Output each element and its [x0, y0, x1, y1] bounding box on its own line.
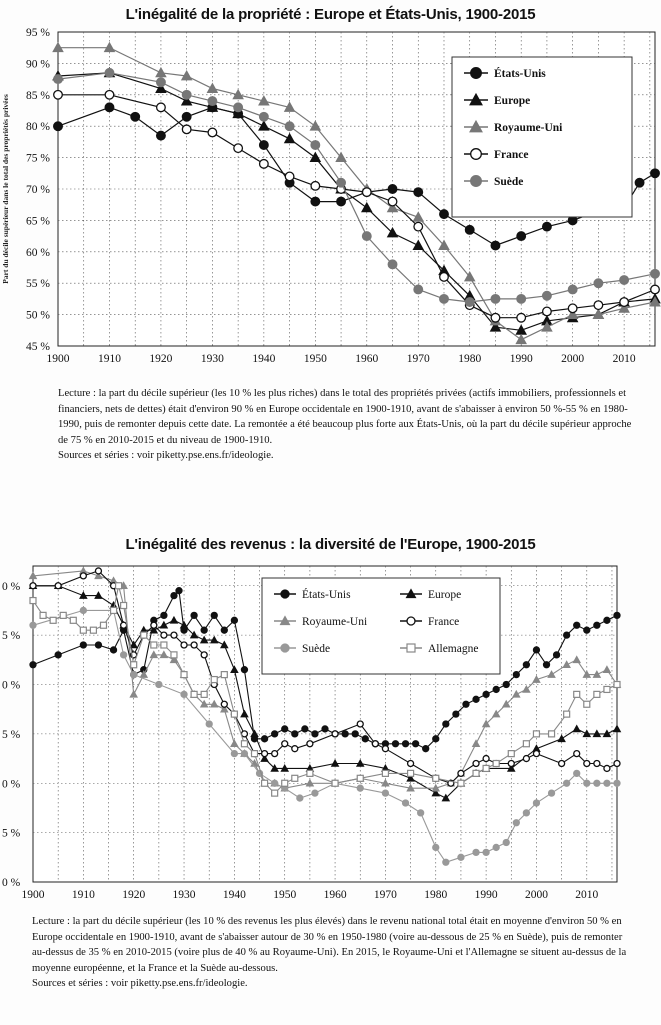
x-tick-label: 1900	[46, 353, 70, 365]
data-point-etats-unis	[403, 741, 409, 747]
data-point-france	[161, 632, 167, 638]
x-tick-label: 1940	[222, 889, 246, 901]
data-point-etats-unis	[574, 622, 580, 628]
data-point-etats-unis	[584, 627, 590, 633]
x-tick-label: 1940	[252, 353, 276, 365]
data-point-suede	[382, 790, 388, 796]
data-point-france	[157, 103, 166, 112]
data-point-etats-unis	[543, 222, 552, 231]
data-point-allemagne	[231, 711, 237, 717]
data-point-etats-unis	[614, 612, 620, 618]
data-point-suede	[594, 780, 600, 786]
legend-marker	[407, 644, 415, 652]
data-point-etats-unis	[564, 632, 570, 638]
x-tick-label: 1960	[323, 889, 347, 901]
data-point-allemagne	[60, 612, 66, 618]
data-point-etats-unis	[594, 622, 600, 628]
data-point-etats-unis	[176, 588, 182, 594]
legend-label: Europe	[494, 95, 531, 107]
data-point-allemagne	[181, 672, 187, 678]
data-point-etats-unis	[517, 232, 526, 241]
data-point-france	[30, 583, 36, 589]
data-point-etats-unis	[311, 197, 320, 206]
income-inequality-chart	[0, 556, 661, 926]
data-point-suede	[414, 285, 423, 294]
data-point-france	[292, 746, 298, 752]
data-point-france	[620, 298, 629, 307]
data-point-suede	[181, 691, 187, 697]
legend-marker	[281, 644, 289, 652]
data-point-france	[241, 731, 247, 737]
data-point-france	[262, 751, 268, 757]
data-point-etats-unis	[433, 736, 439, 742]
data-point-france	[311, 182, 320, 191]
data-point-etats-unis	[392, 741, 398, 747]
data-point-france	[54, 91, 63, 100]
x-tick-label: 1980	[424, 889, 448, 901]
data-point-etats-unis	[312, 731, 318, 737]
data-point-etats-unis	[337, 197, 346, 206]
data-point-france	[234, 144, 243, 153]
legend-item-etats-unis	[464, 66, 546, 80]
data-point-suede	[231, 751, 237, 757]
data-point-france	[80, 573, 86, 579]
data-point-france	[372, 741, 378, 747]
x-tick-label: 2010	[612, 353, 636, 365]
y-tick-label: 50 %	[26, 309, 50, 322]
legend-label: France	[428, 616, 460, 628]
data-point-suede	[433, 844, 439, 850]
data-point-etats-unis	[388, 185, 397, 194]
data-point-etats-unis	[493, 686, 499, 692]
y-tick-label: 60 %	[26, 246, 50, 259]
data-point-allemagne	[357, 775, 363, 781]
x-tick-label: 1900	[21, 889, 45, 901]
data-point-france	[282, 741, 288, 747]
data-point-etats-unis	[221, 627, 227, 633]
data-point-allemagne	[116, 583, 122, 589]
data-point-etats-unis	[423, 746, 429, 752]
data-point-allemagne	[241, 741, 247, 747]
data-point-etats-unis	[272, 731, 278, 737]
data-point-etats-unis	[414, 188, 423, 197]
data-point-suede	[620, 276, 629, 285]
data-point-france	[574, 751, 580, 757]
data-point-suede	[465, 298, 474, 307]
data-point-allemagne	[131, 662, 137, 668]
data-point-etats-unis	[413, 741, 419, 747]
data-point-france	[201, 652, 207, 658]
chart-2-title: L'inégalité des revenus : la diversité de l'Europe, 1900-2015	[125, 536, 536, 553]
data-point-france	[272, 751, 278, 757]
data-point-etats-unis	[131, 112, 140, 121]
x-tick-label: 1950	[303, 353, 327, 365]
data-point-etats-unis	[111, 647, 117, 653]
data-point-etats-unis	[544, 662, 550, 668]
legend-label: États-Unis	[302, 589, 351, 601]
y-tick-label: 75 %	[26, 152, 50, 165]
y-tick-label: 0 %	[2, 778, 21, 791]
data-point-france	[151, 622, 157, 628]
data-point-france	[55, 583, 61, 589]
data-point-allemagne	[614, 682, 620, 688]
legend-item-france	[464, 149, 528, 161]
data-point-etats-unis	[533, 647, 539, 653]
legend-box	[262, 578, 500, 674]
data-point-suede	[156, 682, 162, 688]
data-point-etats-unis	[322, 726, 328, 732]
data-point-france	[221, 701, 227, 707]
data-point-suede	[473, 849, 479, 855]
data-point-suede	[403, 800, 409, 806]
data-point-suede	[311, 141, 320, 150]
data-point-france	[285, 172, 294, 181]
data-point-suede	[121, 652, 127, 658]
data-point-allemagne	[161, 642, 167, 648]
data-point-etats-unis	[231, 617, 237, 623]
y-tick-label: 80 %	[26, 121, 50, 134]
data-point-etats-unis	[503, 682, 509, 688]
data-point-allemagne	[111, 607, 117, 613]
legend-marker	[407, 617, 415, 625]
y-tick-label: 0 %	[2, 877, 21, 889]
data-point-france	[362, 188, 371, 197]
x-tick-label: 2000	[561, 353, 585, 365]
data-point-suede	[568, 285, 577, 294]
legend-label: Suède	[494, 176, 524, 188]
data-point-etats-unis	[491, 241, 500, 250]
data-point-suede	[440, 295, 449, 304]
data-point-etats-unis	[30, 662, 36, 668]
legend-label: Royaume-Uni	[302, 616, 368, 628]
data-point-france	[559, 761, 565, 767]
data-point-allemagne	[80, 627, 86, 633]
data-point-etats-unis	[440, 210, 449, 219]
data-point-allemagne	[121, 603, 127, 609]
data-point-etats-unis	[182, 112, 191, 121]
legend-label: Allemagne	[428, 643, 479, 655]
data-point-france	[458, 770, 464, 776]
y-tick-label: 5 %	[2, 630, 21, 643]
y-tick-label: 5 %	[2, 728, 21, 741]
data-point-suede	[651, 269, 660, 278]
data-point-france	[614, 761, 620, 767]
data-point-suede	[443, 859, 449, 865]
x-tick-label: 1930	[172, 889, 196, 901]
data-point-france	[171, 632, 177, 638]
data-point-allemagne	[508, 751, 514, 757]
data-point-allemagne	[70, 617, 76, 623]
data-point-suede	[564, 780, 570, 786]
data-point-allemagne	[332, 780, 338, 786]
data-point-allemagne	[151, 642, 157, 648]
data-point-etats-unis	[54, 122, 63, 131]
x-tick-label: 1930	[200, 353, 224, 365]
data-point-etats-unis	[241, 667, 247, 673]
data-point-suede	[493, 844, 499, 850]
legend-box	[452, 57, 632, 217]
data-point-etats-unis	[635, 178, 644, 187]
chart-2-sources: Sources et séries : voir piketty.pse.ens.fr/ideologie.	[32, 978, 248, 989]
data-point-allemagne	[307, 770, 313, 776]
data-point-allemagne	[50, 617, 56, 623]
data-point-suede	[388, 260, 397, 269]
data-point-suede	[418, 810, 424, 816]
data-point-allemagne	[408, 770, 414, 776]
data-point-suede	[234, 103, 243, 112]
data-point-france	[584, 761, 590, 767]
property-inequality-chart	[0, 24, 661, 399]
data-point-etats-unis	[201, 627, 207, 633]
data-point-france	[440, 273, 449, 282]
data-point-suede	[272, 780, 278, 786]
x-tick-label: 1990	[509, 353, 533, 365]
data-point-allemagne	[30, 598, 36, 604]
data-point-etats-unis	[651, 169, 660, 178]
x-tick-label: 1910	[71, 889, 95, 901]
legend-label: France	[494, 149, 529, 161]
data-point-france	[181, 642, 187, 648]
data-point-suede	[241, 751, 247, 757]
data-point-allemagne	[191, 691, 197, 697]
data-point-etats-unis	[55, 652, 61, 658]
legend-label: Europe	[428, 589, 462, 601]
data-point-etats-unis	[161, 612, 167, 618]
data-point-etats-unis	[211, 612, 217, 618]
data-point-suede	[182, 91, 191, 100]
data-point-etats-unis	[262, 736, 268, 742]
x-tick-label: 1970	[373, 889, 397, 901]
data-point-allemagne	[382, 770, 388, 776]
data-point-suede	[285, 122, 294, 131]
data-point-france	[523, 756, 529, 762]
data-point-suede	[312, 790, 318, 796]
data-point-allemagne	[523, 741, 529, 747]
x-tick-label: 1990	[474, 889, 498, 901]
data-point-etats-unis	[362, 736, 368, 742]
legend-label: États-Unis	[494, 68, 546, 80]
data-point-france	[651, 285, 660, 294]
data-point-etats-unis	[157, 131, 166, 140]
data-point-france	[121, 622, 127, 628]
data-point-france	[508, 761, 514, 767]
data-point-allemagne	[483, 765, 489, 771]
data-point-suede	[549, 790, 555, 796]
x-tick-label: 2000	[524, 889, 548, 901]
data-point-france	[191, 642, 197, 648]
y-tick-label: 55 %	[26, 278, 50, 291]
data-point-france	[260, 160, 269, 169]
data-point-etats-unis	[292, 731, 298, 737]
data-point-suede	[105, 69, 114, 78]
x-tick-label: 1920	[122, 889, 146, 901]
legend-label: Suède	[302, 643, 331, 655]
data-point-france	[182, 125, 191, 134]
data-point-allemagne	[493, 761, 499, 767]
legend-marker	[471, 149, 482, 160]
data-point-etats-unis	[105, 103, 114, 112]
data-point-allemagne	[171, 652, 177, 658]
x-tick-label: 2010	[575, 889, 599, 901]
data-point-allemagne	[272, 790, 278, 796]
y-tick-label: 45 %	[26, 341, 50, 353]
data-point-france	[543, 307, 552, 316]
data-point-suede	[513, 820, 519, 826]
data-point-etats-unis	[80, 642, 86, 648]
data-point-suede	[157, 78, 166, 87]
data-point-suede	[297, 795, 303, 801]
data-point-france	[408, 761, 414, 767]
data-point-suede	[584, 780, 590, 786]
y-tick-label: 95 %	[26, 27, 50, 39]
data-point-allemagne	[221, 672, 227, 678]
data-point-etats-unis	[483, 691, 489, 697]
data-point-france	[357, 721, 363, 727]
data-point-france	[568, 304, 577, 313]
data-point-allemagne	[574, 691, 580, 697]
chart-2-reading-note: Lecture : la part du décile supérieur (les 10 % des revenus les plus élevés) dans le revenu national total était en moyenne d'environ 50 % en Europe occidentale en 1900-1910, avant de s'abaisser autour de 30 % en 1950-1980 (voire au-dessous de 25 % en Suède), puis de remonter au-dessus de 35 % en 2010-2015 (voire plus de 40 % au Royaume-Uni). En 2015, le Royaume-Uni et l'Allemagne se situent au-dessus de la moyenne européenne, et la France et la Suède au-dessous.	[32, 916, 627, 974]
data-point-france	[208, 128, 217, 137]
x-tick-label: 1950	[273, 889, 297, 901]
data-point-etats-unis	[282, 726, 288, 732]
data-point-etats-unis	[260, 141, 269, 150]
data-point-suede	[337, 178, 346, 187]
data-point-france	[594, 761, 600, 767]
data-point-suede	[523, 810, 529, 816]
data-point-suede	[458, 854, 464, 860]
data-point-france	[483, 756, 489, 762]
data-point-allemagne	[433, 775, 439, 781]
data-point-etats-unis	[463, 701, 469, 707]
x-tick-label: 1910	[97, 353, 121, 365]
y-tick-label: 5 %	[2, 827, 21, 840]
data-point-suede	[491, 295, 500, 304]
data-point-etats-unis	[523, 662, 529, 668]
x-tick-label: 1920	[149, 353, 173, 365]
data-point-france	[604, 765, 610, 771]
data-point-etats-unis	[342, 731, 348, 737]
data-point-etats-unis	[191, 612, 197, 618]
chart-1-sources: Sources et séries : voir piketty.pse.ens.fr/ideologie.	[58, 450, 274, 461]
data-point-suede	[533, 800, 539, 806]
data-point-allemagne	[604, 686, 610, 692]
data-point-suede	[574, 770, 580, 776]
data-point-etats-unis	[171, 593, 177, 599]
data-point-allemagne	[141, 632, 147, 638]
data-point-france	[95, 568, 101, 574]
x-tick-label: 1960	[355, 353, 379, 365]
data-point-france	[533, 751, 539, 757]
y-tick-label: 65 %	[26, 215, 50, 228]
data-point-allemagne	[40, 612, 46, 618]
data-point-suede	[208, 97, 217, 106]
data-point-suede	[614, 780, 620, 786]
data-point-suede	[362, 232, 371, 241]
data-point-allemagne	[458, 780, 464, 786]
data-point-allemagne	[594, 691, 600, 697]
data-point-france	[594, 301, 603, 310]
data-point-suede	[80, 607, 86, 613]
data-point-etats-unis	[604, 617, 610, 623]
data-point-etats-unis	[352, 731, 358, 737]
data-point-france	[105, 91, 114, 100]
x-tick-label: 1980	[458, 353, 482, 365]
data-point-suede	[206, 721, 212, 727]
y-axis-title: Part du décile supérieur dans le total des propriétés privées	[1, 94, 10, 284]
data-point-etats-unis	[443, 721, 449, 727]
data-point-allemagne	[252, 751, 258, 757]
data-point-allemagne	[473, 770, 479, 776]
data-point-suede	[54, 75, 63, 84]
data-point-allemagne	[90, 627, 96, 633]
data-point-suede	[594, 279, 603, 288]
y-tick-label: 0 %	[2, 679, 21, 692]
data-point-allemagne	[549, 731, 555, 737]
data-point-france	[414, 222, 423, 231]
data-point-suede	[260, 112, 269, 121]
data-point-etats-unis	[554, 652, 560, 658]
x-tick-label: 1970	[406, 353, 430, 365]
y-tick-label: 0 %	[2, 580, 21, 593]
data-point-etats-unis	[513, 672, 519, 678]
data-point-allemagne	[292, 775, 298, 781]
data-point-france	[382, 746, 388, 752]
data-point-france	[388, 197, 397, 206]
legend-marker	[281, 590, 289, 598]
data-point-etats-unis	[95, 642, 101, 648]
data-point-suede	[517, 295, 526, 304]
data-point-suede	[503, 840, 509, 846]
data-point-etats-unis	[465, 226, 474, 235]
data-point-france	[491, 313, 500, 322]
data-point-suede	[604, 780, 610, 786]
y-tick-label: 70 %	[26, 184, 50, 196]
data-point-france	[307, 741, 313, 747]
chart-1-caption	[58, 386, 638, 464]
y-tick-label: 85 %	[26, 89, 50, 102]
data-point-suede	[131, 672, 137, 678]
data-point-suede	[543, 291, 552, 300]
data-point-allemagne	[533, 731, 539, 737]
data-point-suede	[357, 785, 363, 791]
legend-marker	[471, 68, 482, 79]
legend-marker	[471, 176, 482, 187]
data-point-allemagne	[564, 711, 570, 717]
data-point-suede	[483, 849, 489, 855]
data-point-allemagne	[584, 701, 590, 707]
legend-label: Royaume-Uni	[494, 122, 563, 134]
data-point-etats-unis	[473, 696, 479, 702]
chart-1-title: L'inégalité de la propriété : Europe et États-Unis, 1900-2015	[125, 6, 536, 23]
data-point-france	[332, 731, 338, 737]
data-point-france	[473, 761, 479, 767]
y-tick-label: 90 %	[26, 58, 50, 71]
chart-2-caption	[32, 914, 632, 992]
data-point-suede	[30, 622, 36, 628]
data-point-allemagne	[211, 677, 217, 683]
data-point-allemagne	[201, 691, 207, 697]
data-point-france	[517, 313, 526, 322]
chart-1-reading-note: Lecture : la part du décile supérieur (les 10 % les plus riches) dans le total des propriétés privées (actifs immobiliers, professionnels et financiers, nets de dettes) était d'environ 90 % en Europe occidentale en 1900-1910, avant de s'abaisser à environ 50 %-55 % en 1980-1990, puis de remonter depuis cette date. La remontée a été beaucoup plus forte aux États-Unis, où la part du décile supérieur approche de 75 % en 2010-2015 et du niveau de 1900-1910.	[58, 388, 632, 446]
data-point-etats-unis	[302, 726, 308, 732]
data-point-allemagne	[100, 622, 106, 628]
data-point-allemagne	[282, 780, 288, 786]
data-point-etats-unis	[453, 711, 459, 717]
data-point-allemagne	[262, 780, 268, 786]
